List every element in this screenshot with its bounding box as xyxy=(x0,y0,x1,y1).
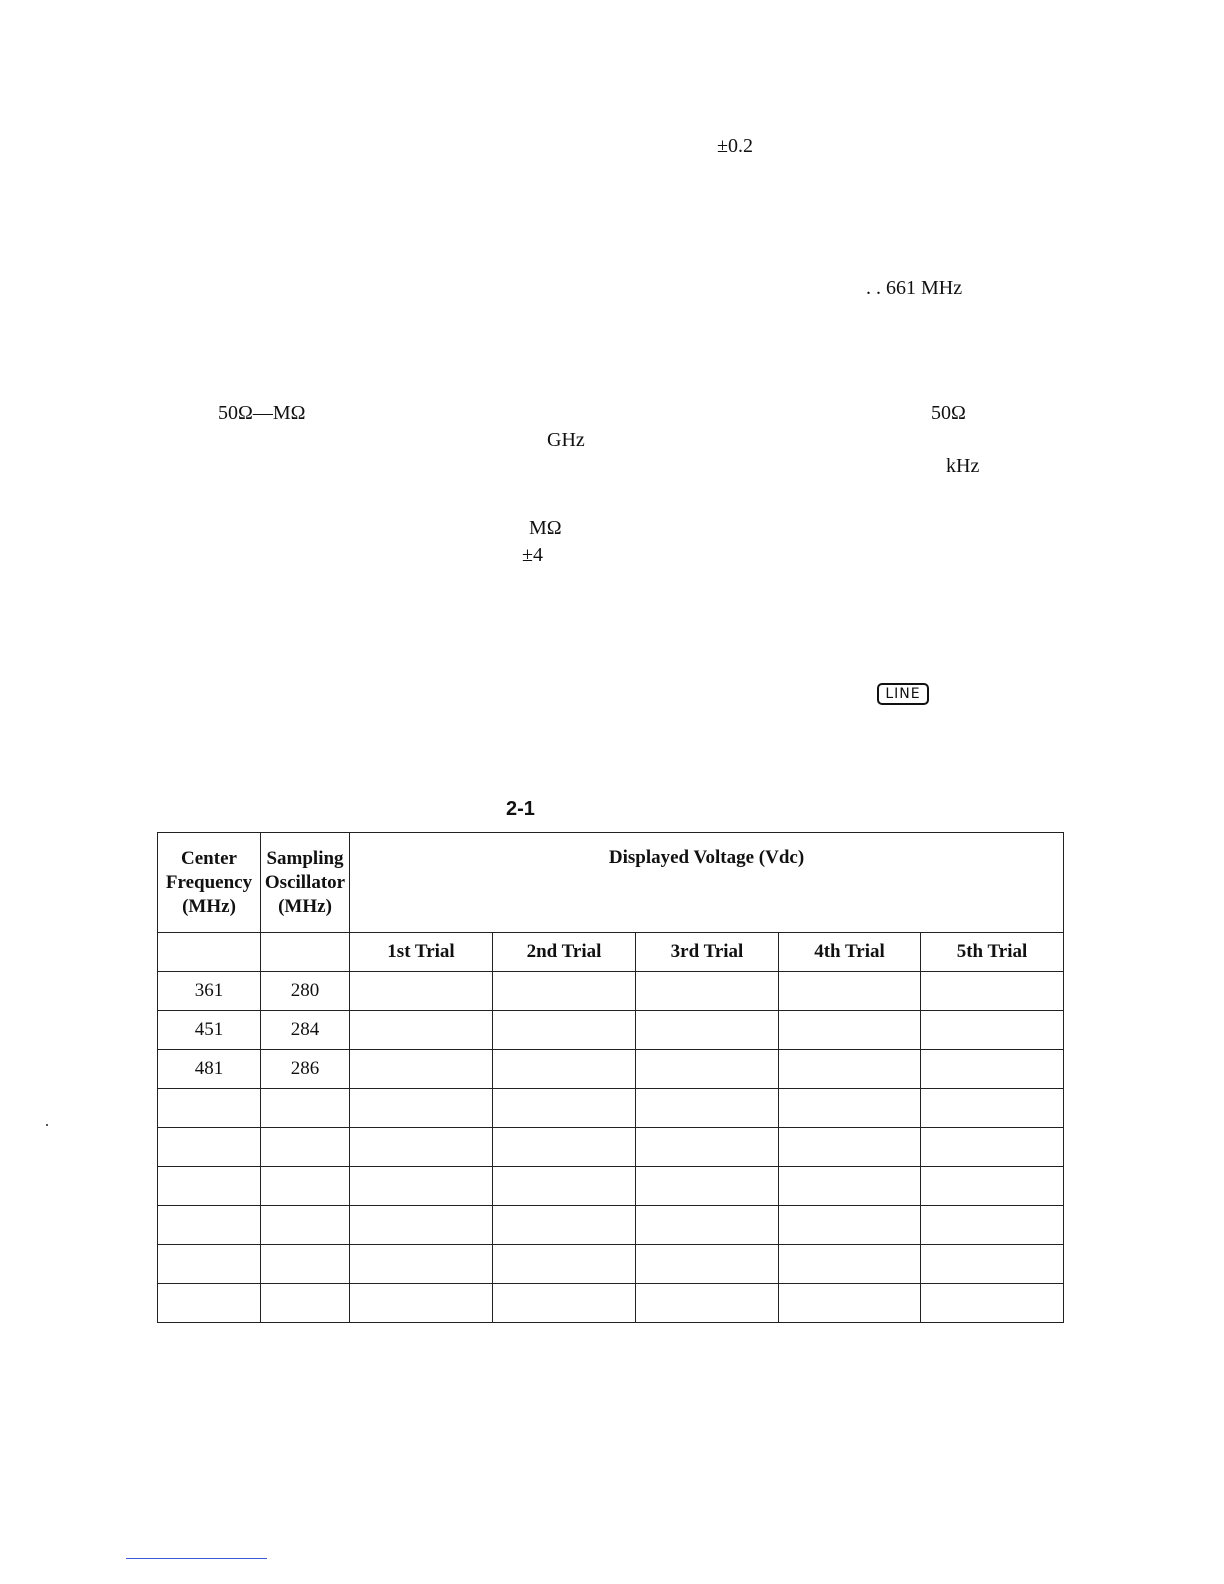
line-key-symbol: LINE xyxy=(877,683,929,705)
tolerance-0-2-text: ±0.2 xyxy=(717,135,753,157)
voltage-cell-trial-5[interactable] xyxy=(921,1245,1064,1284)
header-sampling-oscillator-line-1: Sampling xyxy=(266,847,344,869)
voltage-cell-trial-3[interactable] xyxy=(636,1011,779,1050)
margin-speck xyxy=(46,1124,48,1126)
voltage-cell-trial-4[interactable] xyxy=(779,1167,921,1206)
voltage-cell-trial-5[interactable] xyxy=(921,1050,1064,1089)
voltage-cell-trial-5[interactable] xyxy=(921,1089,1064,1128)
header-trial-1: 1st Trial xyxy=(350,933,493,972)
table-row xyxy=(158,1284,1064,1323)
header-sampling-oscillator xyxy=(261,833,350,933)
center-frequency-cell xyxy=(158,1128,261,1167)
voltage-cell-trial-2[interactable] xyxy=(493,1011,636,1050)
voltage-cell-trial-1[interactable] xyxy=(350,1167,493,1206)
voltage-cell-trial-2[interactable] xyxy=(493,1050,636,1089)
voltage-cell-trial-4[interactable] xyxy=(779,1050,921,1089)
center-frequency-cell: 361 xyxy=(158,972,261,1011)
voltage-cell-trial-5[interactable] xyxy=(921,972,1064,1011)
voltage-cell-trial-5[interactable] xyxy=(921,1011,1064,1050)
header-center-frequency-line-2: Frequency xyxy=(165,871,253,893)
header-center-frequency xyxy=(158,833,261,933)
table-row xyxy=(158,1206,1064,1245)
sampling-oscillator-cell: 284 xyxy=(261,1011,350,1050)
subheader-blank xyxy=(158,933,261,972)
voltage-cell-trial-4[interactable] xyxy=(779,1284,921,1323)
voltage-cell-trial-2[interactable] xyxy=(493,1245,636,1284)
center-frequency-cell xyxy=(158,1089,261,1128)
table-row xyxy=(158,972,1064,1011)
header-center-frequency-line-3: (MHz) xyxy=(182,895,236,917)
sampling-oscillator-cell xyxy=(261,1128,350,1167)
voltage-cell-trial-2[interactable] xyxy=(493,1128,636,1167)
voltage-cell-trial-1[interactable] xyxy=(350,1128,493,1167)
table-row xyxy=(158,1089,1064,1128)
voltage-cell-trial-1[interactable] xyxy=(350,972,493,1011)
center-frequency-cell xyxy=(158,1245,261,1284)
footer-rule xyxy=(126,1558,267,1559)
voltage-cell-trial-1[interactable] xyxy=(350,1245,493,1284)
sampling-oscillator-cell xyxy=(261,1167,350,1206)
sampling-oscillator-cell xyxy=(261,1206,350,1245)
header-sampling-oscillator-line-2: Oscillator xyxy=(264,871,346,893)
voltage-cell-trial-4[interactable] xyxy=(779,972,921,1011)
table-row xyxy=(158,1245,1064,1284)
header-trial-5: 5th Trial xyxy=(921,933,1064,972)
voltage-cell-trial-5[interactable] xyxy=(921,1167,1064,1206)
voltage-cell-trial-2[interactable] xyxy=(493,1206,636,1245)
impedance-range-text: 50Ω—MΩ xyxy=(218,402,306,424)
table-row xyxy=(158,1128,1064,1167)
table-body xyxy=(158,972,1064,1323)
header-sampling-oscillator-line-3: (MHz) xyxy=(278,895,332,917)
table-caption: 2-1 xyxy=(506,798,535,820)
sampling-oscillator-cell xyxy=(261,1284,350,1323)
table-row xyxy=(158,1167,1064,1206)
sampling-oscillator-cell: 286 xyxy=(261,1050,350,1089)
voltage-cell-trial-2[interactable] xyxy=(493,1284,636,1323)
impedance-50-text: 50Ω xyxy=(931,402,966,424)
voltage-cell-trial-3[interactable] xyxy=(636,1284,779,1323)
header-center-frequency-line-1: Center xyxy=(181,847,237,869)
voltage-cell-trial-3[interactable] xyxy=(636,972,779,1011)
voltage-cell-trial-3[interactable] xyxy=(636,1167,779,1206)
voltage-cell-trial-1[interactable] xyxy=(350,1206,493,1245)
voltage-cell-trial-5[interactable] xyxy=(921,1206,1064,1245)
header-trial-4: 4th Trial xyxy=(779,933,921,972)
center-frequency-cell xyxy=(158,1284,261,1323)
sampling-oscillator-cell: 280 xyxy=(261,972,350,1011)
table-row xyxy=(158,1050,1064,1089)
voltage-cell-trial-4[interactable] xyxy=(779,1206,921,1245)
voltage-cell-trial-3[interactable] xyxy=(636,1089,779,1128)
voltage-cell-trial-4[interactable] xyxy=(779,1245,921,1284)
displayed-voltage-table xyxy=(157,832,1064,1323)
header-displayed-voltage: Displayed Voltage (Vdc) xyxy=(350,833,1064,933)
header-trial-3: 3rd Trial xyxy=(636,933,779,972)
voltage-cell-trial-4[interactable] xyxy=(779,1128,921,1167)
table-row xyxy=(158,1011,1064,1050)
header-trial-2: 2nd Trial xyxy=(493,933,636,972)
subheader-blank xyxy=(261,933,350,972)
voltage-cell-trial-5[interactable] xyxy=(921,1128,1064,1167)
voltage-cell-trial-1[interactable] xyxy=(350,1089,493,1128)
megohm-unit-text: MΩ xyxy=(529,517,562,539)
khz-unit-text: kHz xyxy=(946,455,980,477)
voltage-cell-trial-2[interactable] xyxy=(493,1167,636,1206)
voltage-cell-trial-2[interactable] xyxy=(493,972,636,1011)
voltage-cell-trial-3[interactable] xyxy=(636,1206,779,1245)
voltage-cell-trial-3[interactable] xyxy=(636,1050,779,1089)
voltage-cell-trial-3[interactable] xyxy=(636,1245,779,1284)
tolerance-4-text: ±4 xyxy=(522,544,543,566)
voltage-cell-trial-3[interactable] xyxy=(636,1128,779,1167)
voltage-cell-trial-5[interactable] xyxy=(921,1284,1064,1323)
frequency-661-text: . . 661 MHz xyxy=(866,277,963,299)
center-frequency-cell: 451 xyxy=(158,1011,261,1050)
center-frequency-cell xyxy=(158,1206,261,1245)
voltage-cell-trial-1[interactable] xyxy=(350,1011,493,1050)
voltage-cell-trial-2[interactable] xyxy=(493,1089,636,1128)
voltage-cell-trial-4[interactable] xyxy=(779,1089,921,1128)
sampling-oscillator-cell xyxy=(261,1089,350,1128)
voltage-cell-trial-1[interactable] xyxy=(350,1284,493,1323)
ghz-unit-text: GHz xyxy=(547,429,585,451)
center-frequency-cell: 481 xyxy=(158,1050,261,1089)
sampling-oscillator-cell xyxy=(261,1245,350,1284)
voltage-cell-trial-4[interactable] xyxy=(779,1011,921,1050)
voltage-cell-trial-1[interactable] xyxy=(350,1050,493,1089)
center-frequency-cell xyxy=(158,1167,261,1206)
